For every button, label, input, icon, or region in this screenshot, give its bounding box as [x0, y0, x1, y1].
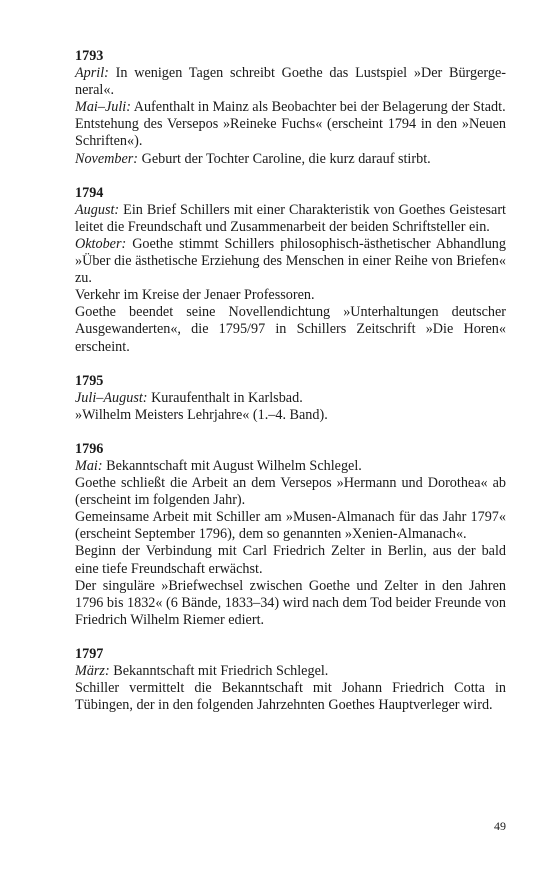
chronology-paragraph [75, 543, 506, 577]
paragraph-text: Ein Brief Schillers mit einer Charakteristik von Goethes Geistesart leitet die Freundschaft und Zusammenarbeit der beiden Schriftsteller ein. [75, 201, 506, 235]
chronology-paragraph [75, 236, 506, 287]
date-lead: August: [75, 201, 120, 218]
paragraph-text: Kuraufenthalt in Karlsbad. [147, 389, 303, 406]
paragraph-text: Entstehung des Versepos »Reineke Fuchs« (erscheint 1794 in den »Neuen Schriften«). [75, 116, 506, 150]
chronology-paragraph [75, 390, 506, 407]
year-heading: 1793 [75, 48, 104, 64]
date-lead: Mai: [75, 457, 103, 474]
year-heading: 1797 [75, 645, 104, 662]
paragraph-text: »Wilhelm Meisters Lehrjahre« (1.–4. Band). [75, 406, 328, 423]
date-lead: April: [75, 65, 109, 82]
paragraph-text: Gemeinsame Arbeit mit Schiller am »Musen-Almanach für das Jahr 1797« (erscheint September 1796), dem so genannten »Xenien-Almanach«. [75, 509, 506, 543]
year-entry-1795 [75, 373, 506, 424]
year-heading: 1795 [75, 372, 104, 389]
chronology-paragraph [75, 680, 506, 714]
chronology-paragraph [75, 99, 506, 116]
paragraph-text: Verkehr im Kreise der Jenaer Professoren. [75, 287, 315, 304]
page-number: 49 [494, 819, 506, 833]
chronology-paragraph [75, 304, 506, 355]
year-heading: 1794 [75, 184, 104, 201]
paragraph-text: Goethe beendet seine Novellendichtung »Unterhaltungen deutscher Ausgewanderten«, die 1795/97 in Schillers Zeitschrift »Die Horen« erscheint. [75, 304, 506, 355]
chronology-paragraph [75, 578, 506, 629]
chronology-paragraph [75, 202, 506, 236]
date-lead: Juli–August: [75, 389, 148, 406]
chronology-paragraph [75, 475, 506, 509]
paragraph-text: Goethe schließt die Arbeit an dem Versepos »Hermann und Dorothea« ab (erscheint im folgenden Jahr). [75, 475, 506, 509]
date-lead: März: [75, 663, 110, 679]
paragraph-text: Beginn der Verbindung mit Carl Friedrich Zelter in Berlin, aus der bald eine tiefe Freundschaft erwächst. [75, 543, 506, 577]
year-entry-1797 [75, 646, 506, 714]
paragraph-text: Goethe stimmt Schillers philosophisch-ästhetischer Abhandlung »Über die ästhetische Erziehung des Menschen in einer Reihe von Briefen« zu. [75, 235, 506, 287]
paragraph-text: Geburt der Tochter Caroline, die kurz darauf stirbt. [138, 150, 431, 167]
chronology-paragraph [75, 151, 506, 168]
date-lead: November: [75, 150, 139, 167]
paragraph-text: Schiller vermittelt die Bekanntschaft mit Johann Friedrich Cotta in Tübingen, der in den folgenden Jahrzehnten Goethes Hauptverleger wird. [75, 680, 506, 714]
chronology-page [75, 48, 506, 731]
chronology-paragraph [75, 458, 506, 475]
date-lead: Mai–Juli: [75, 99, 131, 116]
date-lead: Oktober: [75, 235, 127, 252]
chronology-paragraph [75, 65, 506, 99]
chronology-paragraph [75, 663, 506, 680]
chronology-paragraph [75, 509, 506, 543]
year-entry-1796 [75, 441, 506, 629]
paragraph-text: Aufenthalt in Mainz als Beobachter bei der Belagerung der Stadt. [130, 99, 506, 116]
chronology-paragraph [75, 287, 506, 304]
chronology-paragraph [75, 407, 506, 424]
year-entry-1794 [75, 185, 506, 356]
year-heading: 1796 [75, 440, 104, 457]
year-entry-1793 [75, 48, 506, 168]
paragraph-text: Der singuläre »Briefwechsel zwischen Goethe und Zelter in den Jahren 1796 bis 1832« (6 Bände, 1833–34) wird nach dem Tod beider Freunde von Friedrich Wilhelm Riemer ediert. [75, 577, 506, 628]
paragraph-text: Bekanntschaft mit Friedrich Schlegel. [109, 663, 329, 679]
paragraph-text: In wenigen Tagen schreibt Goethe das Lustspiel »Der Bürgerge-neral«. [75, 65, 506, 99]
paragraph-text: Bekanntschaft mit August Wilhelm Schlegel. [102, 457, 362, 474]
chronology-paragraph [75, 116, 506, 150]
